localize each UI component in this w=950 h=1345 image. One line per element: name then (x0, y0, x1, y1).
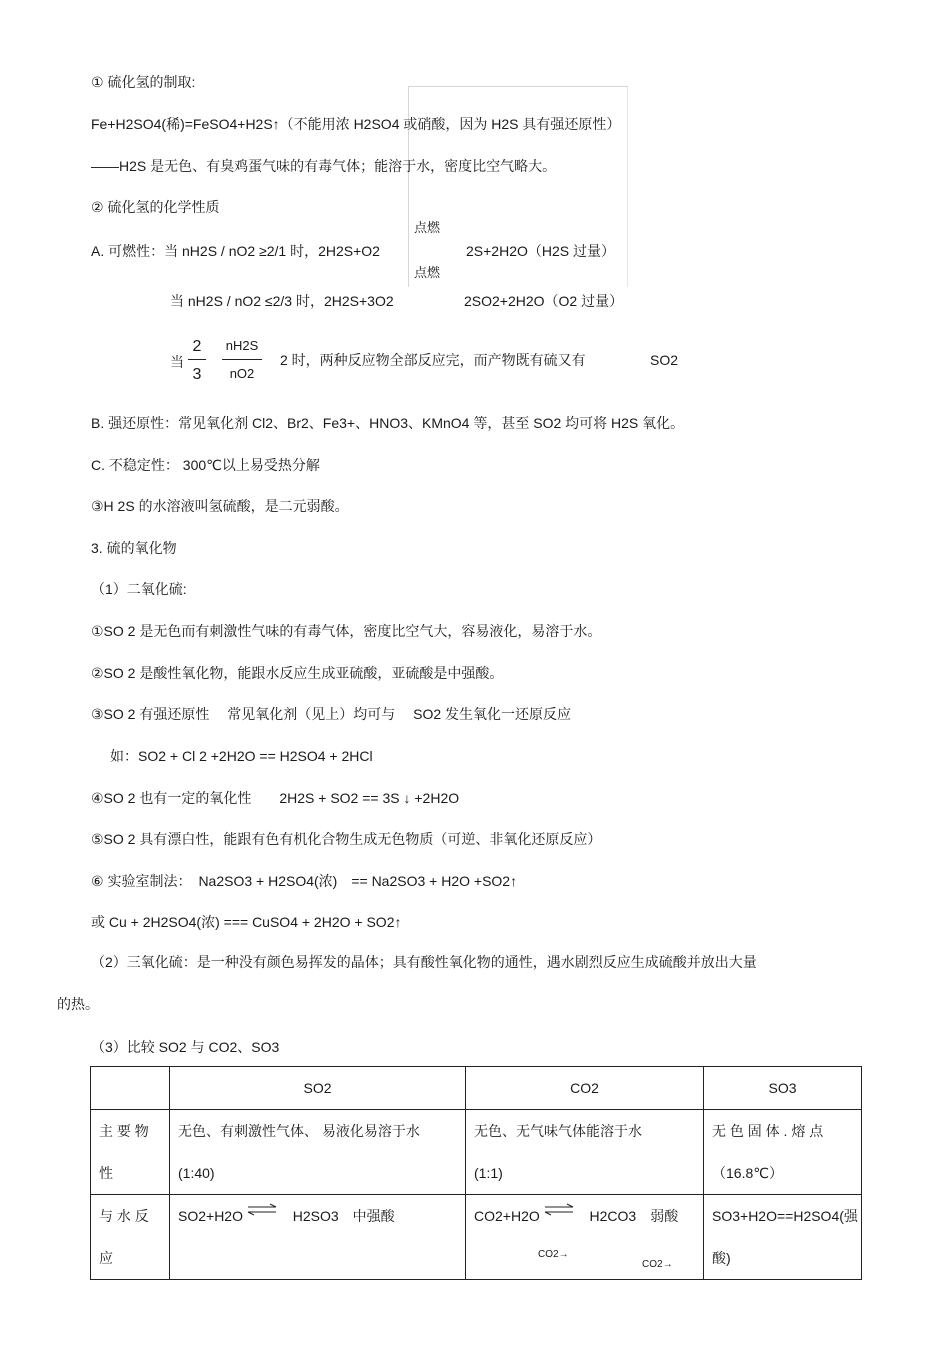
line-flammability-2: 当 nH2S / nO2 ≤2/3 时，2H2S+3O2 (170, 293, 394, 309)
line-h2s-prep-title: ① 硫化氢的制取: (91, 74, 196, 90)
ignite-label-1: 点燃 (414, 220, 441, 235)
table-header-co2: CO2 (466, 1067, 704, 1110)
line-instability: C. 不稳定性： 300℃以上易受热分解 (91, 457, 320, 473)
ratio-prefix: 当 (170, 354, 184, 370)
line-so2-lab-prep: ⑥ 实验室制法： Na2SO3 + H2SO4(浓) == Na2SO3 + H2O +SO2↑ (91, 873, 518, 889)
line-h2s-prep-eq: Fe+H2SO4(稀)=FeSO4+H2S↑（不能用浓 H2SO4 或硝酸，因为 H2S 具有强还原性） (91, 116, 621, 132)
ratio-denominator: 3 (192, 366, 202, 383)
co2-arrow-label-2: CO2→ (642, 1259, 673, 1270)
line-h2s-props: ——H2S 是无色、有臭鸡蛋气味的有毒气体；能溶于水，密度比空气略大。 (91, 158, 557, 174)
cell-co2-properties: 无色、无气味气体能溶于水 (1:1) (466, 1110, 704, 1195)
comparison-table (90, 1066, 862, 1280)
line-flammability-2-product: 2SO2+2H2O（O2 过量） (464, 293, 624, 309)
right-arrow-icon: → (558, 1249, 569, 1260)
subsection-compare: （3）比较 SO2 与 CO2、SO3 (91, 1039, 280, 1055)
table-row (91, 1195, 862, 1280)
subsection-so3-cont: 的热。 (57, 996, 99, 1012)
line-flammability-product: 2S+2H2O（H2S 过量） (466, 243, 615, 259)
ignite-label-2: 点燃 (414, 265, 441, 280)
line-so2-acidic: ②SO 2 是酸性氧化物，能跟水反应生成亚硫酸，亚硫酸是中强酸。 (91, 665, 504, 681)
line-hydrosulfuric-acid: ③H 2S 的水溶液叫氢硫酸，是二元弱酸。 (91, 498, 349, 514)
right-arrow-icon: → (662, 1259, 673, 1270)
line-so2-lab-prep-alt: 或 Cu + 2H2SO4(浓) === CuSO4 + 2H2O + SO2↑ (91, 914, 402, 930)
ratio-bar (188, 359, 206, 360)
line-so2-physical: ①SO 2 是无色而有刺激性气味的有毒气体，密度比空气大，容易液化，易溶于水。 (91, 623, 602, 639)
subsection-so3: （2）三氧化硫：是一种没有颜色易挥发的晶体；具有酸性氧化物的通性，遇水剧烈反应生成硫酸并放出大量 (91, 954, 757, 970)
line-strong-reducing: B. 强还原性：常见氧化剂 Cl2、Br2、Fe3+、HNO3、KMnO4 等，甚至 SO2 均可将 H2S 氧化。 (91, 415, 685, 431)
subsection-so2: （1）二氧化硫: (91, 581, 187, 597)
cell-so2-water: SO2+H2O H2SO3 中强酸 (170, 1195, 466, 1280)
cell-co2-water: CO2+H2O H2CO3 弱酸 CO2→ CO2→ (466, 1195, 704, 1280)
co2-arrow-label-1: CO2→ (538, 1249, 569, 1260)
equilibrium-arrow-icon (247, 1203, 277, 1217)
table-header-so3: SO3 (704, 1067, 862, 1110)
section-sulfur-oxides: 3. 硫的氧化物 (91, 540, 177, 556)
ratio-numerator: 2 (192, 338, 202, 355)
table-header-blank (91, 1067, 170, 1110)
table-row (91, 1110, 862, 1195)
ratio-fraction-bar (222, 359, 262, 360)
cell-so3-properties: 无 色 固 体 . 熔 点 （16.8℃） (704, 1110, 862, 1195)
line-so2-bleaching: ⑤SO 2 具有漂白性，能跟有色有机化合物生成无色物质（可逆、非氧化还原反应） (91, 831, 602, 847)
cell-so2-properties: 无色、有刺激性气体、 易液化易溶于水 (1:40) (170, 1110, 466, 1195)
line-so2-example: 如：SO2 + Cl 2 +2H2O == H2SO4 + 2HCl (110, 748, 373, 764)
table-header-row (91, 1067, 862, 1110)
ratio-fraction-num: nH2S (225, 338, 259, 353)
ratio-statement: 2 时，两种反应物全部反应完，而产物既有硫又有 (280, 352, 586, 368)
line-flammability: A. 可燃性：当 nH2S / nO2 ≥2/1 时，2H2S+O2 (91, 243, 380, 259)
line-so2-oxidizing: ④SO 2 也有一定的氧化性 2H2S + SO2 == 3S ↓ +2H2O (91, 790, 460, 806)
equilibrium-arrow-icon (544, 1203, 574, 1217)
table-header-so2: SO2 (170, 1067, 466, 1110)
row-label-properties: 主 要 物 性 (91, 1110, 170, 1195)
ratio-statement-end: SO2 (650, 352, 679, 368)
cell-so3-water: SO3+H2O==H2SO4(强 酸) (704, 1195, 862, 1280)
line-so2-reducing: ③SO 2 有强还原性 常见氧化剂（见上）均可与 SO2 发生氧化一还原反应 (91, 706, 572, 722)
ratio-fraction-den: nO2 (229, 366, 255, 381)
row-label-water-reaction: 与 水 反 应 (91, 1195, 170, 1280)
line-h2s-chem-title: ② 硫化氢的化学性质 (91, 199, 220, 215)
